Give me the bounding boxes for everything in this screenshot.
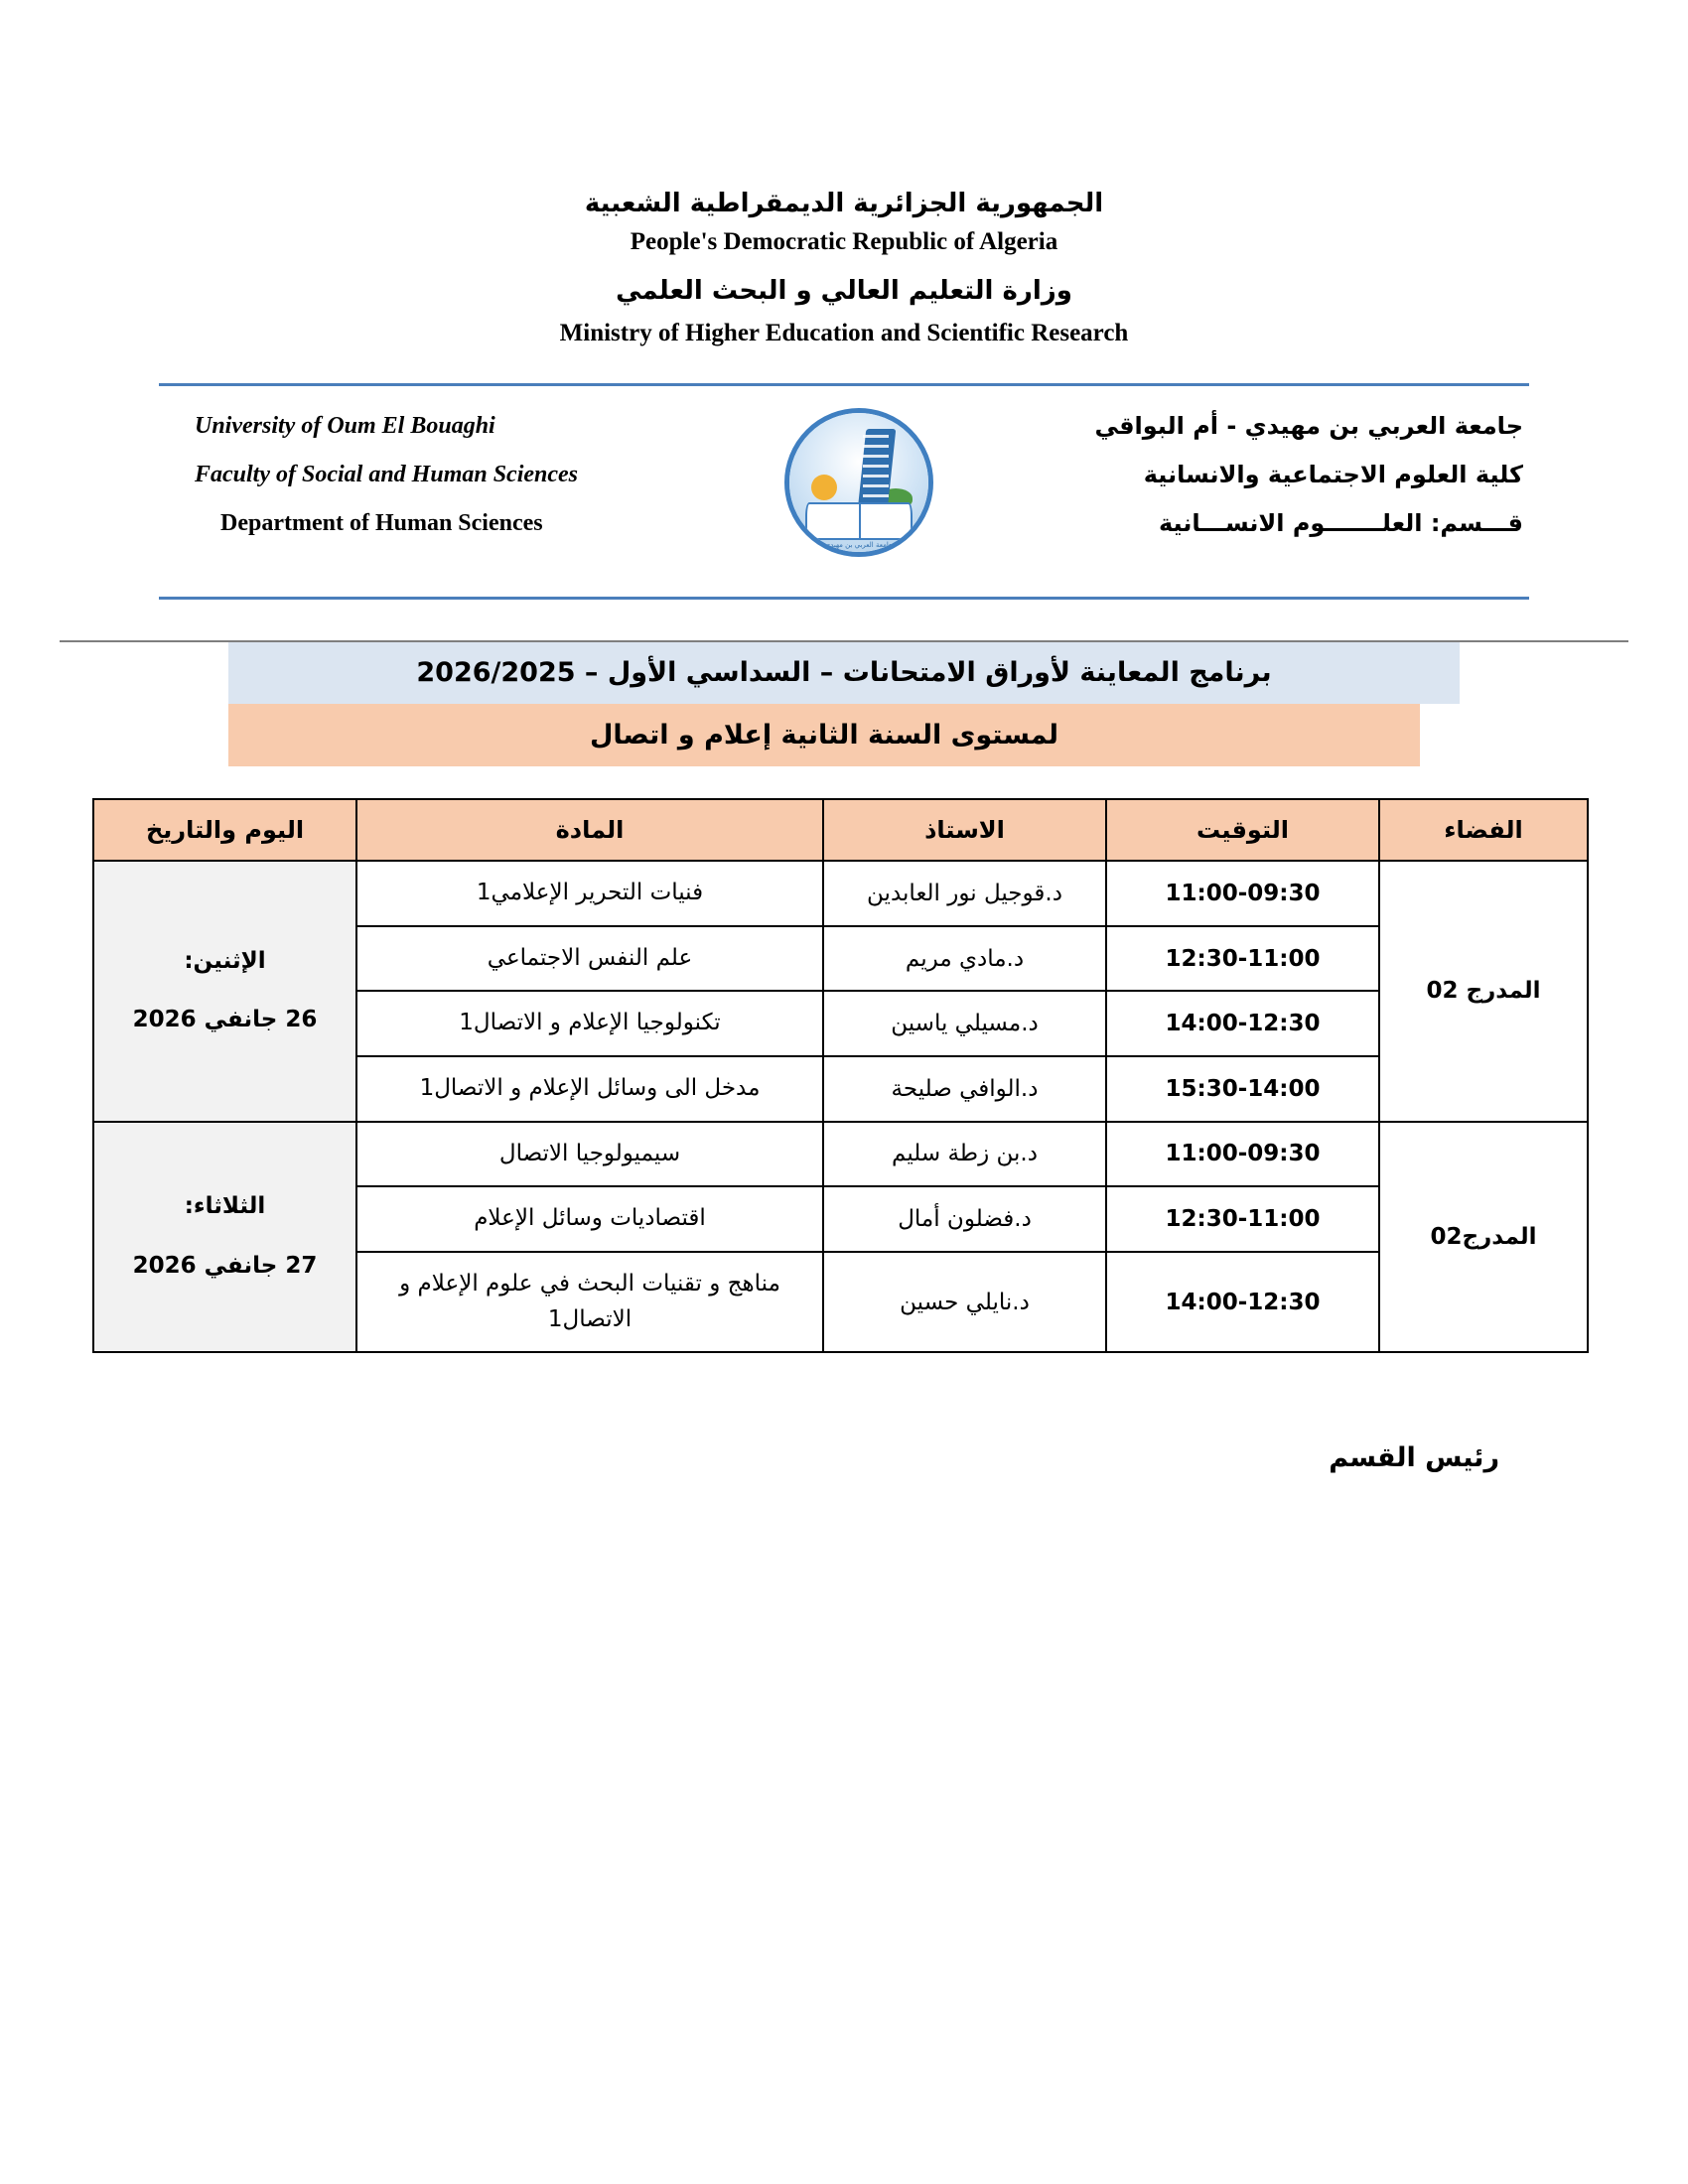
column-header-space: الفضاء (1379, 799, 1588, 861)
republic-title-english: People's Democratic Republic of Algeria (630, 228, 1058, 256)
day-label: الثلاثاء: (184, 1193, 266, 1220)
teacher-cell: د.قوجيل نور العابدين (823, 861, 1106, 926)
time-cell: 11:00-09:30 (1106, 861, 1379, 926)
faculty-name-english: Faculty of Social and Human Sciences (195, 462, 579, 488)
department-name-arabic: قـــسم: العلـــــــوم الانســـانية (1158, 509, 1523, 538)
logo-icon (784, 408, 933, 557)
column-header-subject: المادة (356, 799, 823, 861)
table-row (93, 861, 1588, 926)
day-date: 27 جانفي 2026 (132, 1252, 318, 1279)
teacher-cell: د.فضلون أمال (823, 1186, 1106, 1252)
republic-title-arabic: الجمهورية الجزائرية الديمقراطية الشعبية (584, 189, 1104, 218)
department-name-english: Department of Human Sciences (220, 510, 543, 537)
column-header-time: التوقيت (1106, 799, 1379, 861)
faculty-name-arabic: كلية العلوم الاجتماعية والانسانية (1143, 461, 1523, 489)
day-cell-monday (93, 861, 356, 1122)
schedule-table-wrapper (99, 798, 1589, 1353)
subject-cell: فنيات التحرير الإعلامي1 (356, 861, 823, 926)
logo-caption: جامعة العربي بن مهيدي (824, 541, 894, 550)
column-header-day: اليوم والتاريخ (93, 799, 356, 861)
schedule-table (92, 798, 1589, 1353)
program-title: برنامج المعاينة لأوراق الامتحانات – السداسي الأول – 2026/2025 (228, 641, 1460, 704)
ministry-title-english: Ministry of Higher Education and Scientific Research (559, 320, 1129, 347)
time-cell: 12:30-11:00 (1106, 926, 1379, 992)
table-header-row (93, 799, 1588, 861)
subject-cell: مناهج و تقنيات البحث في علوم الإعلام و الاتصال1 (356, 1252, 823, 1352)
time-cell: 11:00-09:30 (1106, 1122, 1379, 1187)
table-row (93, 1122, 1588, 1187)
day-date: 26 جانفي 2026 (132, 1007, 318, 1033)
pen-lines-icon (863, 435, 889, 504)
teacher-cell: د.الوافي صليحة (823, 1056, 1106, 1122)
signature-block: رئيس القسم (1329, 1442, 1499, 1474)
teacher-cell: د.بن زطة سليم (823, 1122, 1106, 1187)
institution-band (159, 383, 1529, 600)
level-title: لمستوى السنة الثانية إعلام و اتصال (228, 704, 1420, 766)
university-name-arabic: جامعة العربي بن مهيدي - أم البواقي (1094, 412, 1523, 441)
time-cell: 14:00-12:30 (1106, 991, 1379, 1056)
column-header-teacher: الاستاذ (823, 799, 1106, 861)
document-header (0, 0, 1688, 353)
band-divider (159, 597, 1529, 600)
time-cell: 15:30-14:00 (1106, 1056, 1379, 1122)
day-label: الإثنين: (184, 947, 266, 974)
university-logo (765, 402, 953, 557)
subject-cell: مدخل الى وسائل الإعلام و الاتصال1 (356, 1056, 823, 1122)
time-cell: 12:30-11:00 (1106, 1186, 1379, 1252)
room-cell-monday: المدرج 02 (1379, 861, 1588, 1122)
subject-cell: علم النفس الاجتماعي (356, 926, 823, 992)
subject-cell: سيميولوجيا الاتصال (356, 1122, 823, 1187)
page-divider (60, 640, 1628, 642)
institution-arabic-block (1027, 402, 1529, 549)
subject-cell: اقتصاديات وسائل الإعلام (356, 1186, 823, 1252)
book-icon (805, 502, 913, 540)
subject-cell: تكنولوجيا الإعلام و الاتصال1 (356, 991, 823, 1056)
title-bars (228, 641, 1460, 766)
teacher-cell: د.نايلي حسين (823, 1252, 1106, 1352)
time-cell: 14:00-12:30 (1106, 1252, 1379, 1352)
teacher-cell: د.مسيلي ياسين (823, 991, 1106, 1056)
university-name-english: University of Oum El Bouaghi (195, 413, 495, 440)
sun-icon (811, 475, 837, 500)
day-cell-tuesday (93, 1122, 356, 1353)
teacher-cell: د.مادي مريم (823, 926, 1106, 992)
ministry-title-arabic: وزارة التعليم العالي و البحث العلمي (616, 276, 1072, 307)
institution-english-block (159, 402, 691, 549)
room-cell-tuesday: المدرج02 (1379, 1122, 1588, 1353)
